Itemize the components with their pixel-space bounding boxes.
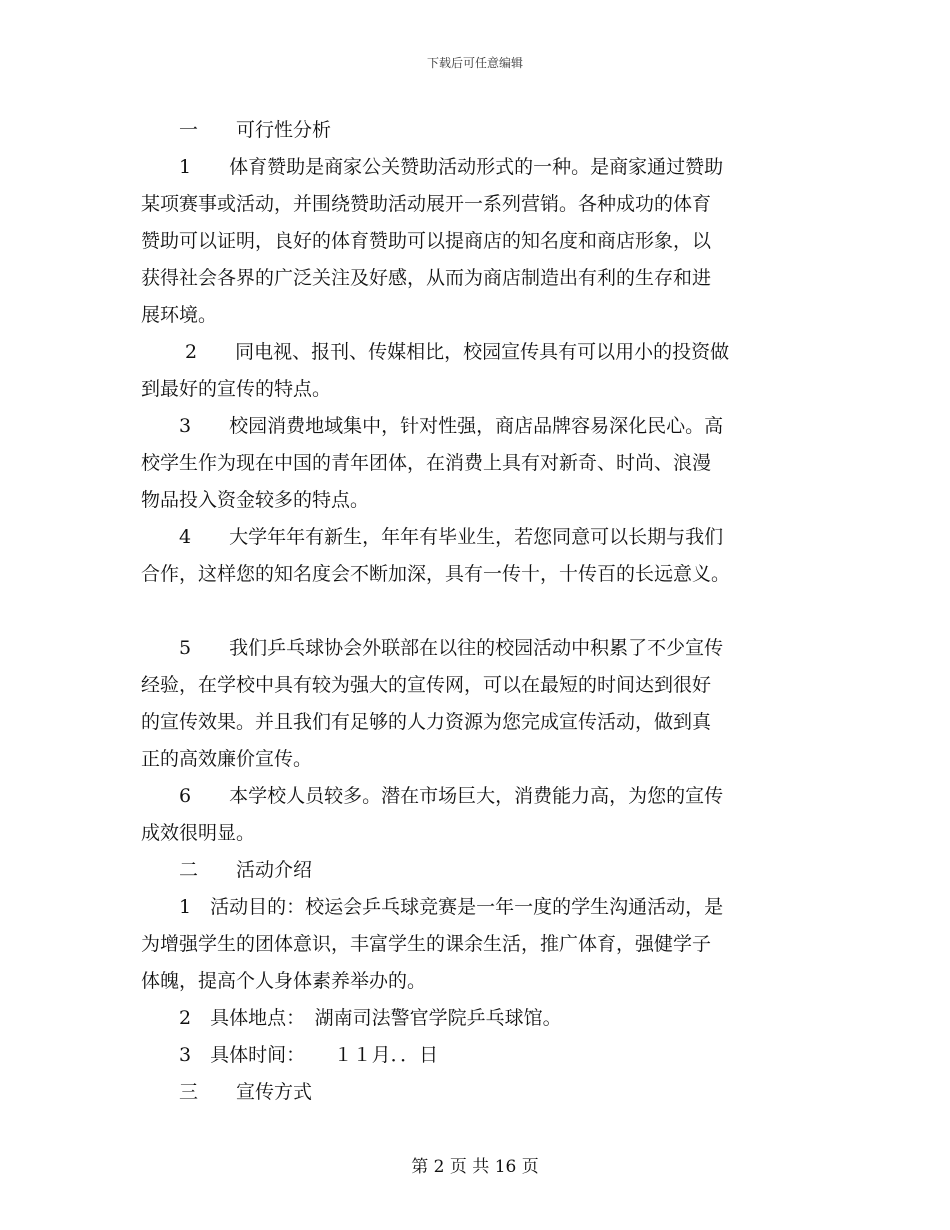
paragraph-line: 5 我们乒乓球协会外联部在以往的校园活动中积累了不少宣传 (141, 637, 724, 659)
paragraph-line: 经验，在学校中具有较为强大的宣传网，可以在最短的时间达到很好 (141, 674, 712, 696)
paragraph-line: 体魄，提高个人身体素养举办的。 (141, 970, 427, 992)
paragraph-line: 展环境。 (141, 304, 218, 326)
section-heading: 一 可行性分析 (141, 119, 332, 141)
paragraph-line: 赞助可以证明，良好的体育赞助可以提商店的知名度和商店形象，以 (141, 230, 712, 252)
paragraph-line: 1 活动目的：校运会乒乓球竞赛是一年一度的学生沟通活动，是 (141, 896, 724, 918)
paragraph-line: 4 大学年年有新生，年年有毕业生，若您同意可以长期与我们 (141, 526, 724, 548)
document-body (141, 112, 811, 1111)
paragraph-line: 的宣传效果。并且我们有足够的人力资源为您完成宣传活动，做到真 (141, 711, 712, 733)
paragraph-line: 2 同电视、报刊、传媒相比，校园宣传具有可以用小的投资做 (141, 341, 730, 363)
paragraph-line: 为增强学生的团体意识，丰富学生的课余生活，推广体育，强健学子 (141, 933, 712, 955)
paragraph-line: 3 具体时间： １１月．．日 (141, 1044, 439, 1066)
paragraph-line: 6 本学校人员较多。潜在市场巨大，消费能力高，为您的宣传 (141, 785, 724, 807)
page-header: 下载后可任意编辑 (426, 56, 523, 70)
paragraph-line: 物品投入资金较多的特点。 (141, 489, 370, 511)
paragraph-line: 正的高效廉价宣传。 (141, 748, 313, 770)
section-heading: 二 活动介绍 (141, 859, 313, 881)
page-footer: 第 2 页 共 16 页 (411, 1157, 539, 1177)
paragraph-line: 获得社会各界的广泛关注及好感，从而为商店制造出有利的生存和进 (141, 267, 712, 289)
paragraph-line: 某项赛事或活动，并围绕赞助活动展开一系列营销。各种成功的体育 (141, 193, 712, 215)
paragraph-line: 到最好的宣传的特点。 (141, 378, 332, 400)
paragraph-line: 3 校园消费地域集中，针对性强，商店品牌容易深化民心。高 (141, 415, 724, 437)
blank-line (141, 593, 811, 630)
paragraph-line: 合作，这样您的知名度会不断加深，具有一传十，十传百的长远意义。 (141, 563, 731, 585)
section-heading: 三 宣传方式 (141, 1081, 313, 1103)
paragraph-line: 成效很明显。 (141, 822, 256, 844)
paragraph-line: 1 体育赞助是商家公关赞助活动形式的一种。是商家通过赞助 (141, 156, 724, 178)
paragraph-line: 2 具体地点： 湖南司法警官学院乒乓球馆。 (141, 1007, 562, 1029)
paragraph-line: 校学生作为现在中国的青年团体，在消费上具有对新奇、时尚、浪漫 (141, 452, 712, 474)
